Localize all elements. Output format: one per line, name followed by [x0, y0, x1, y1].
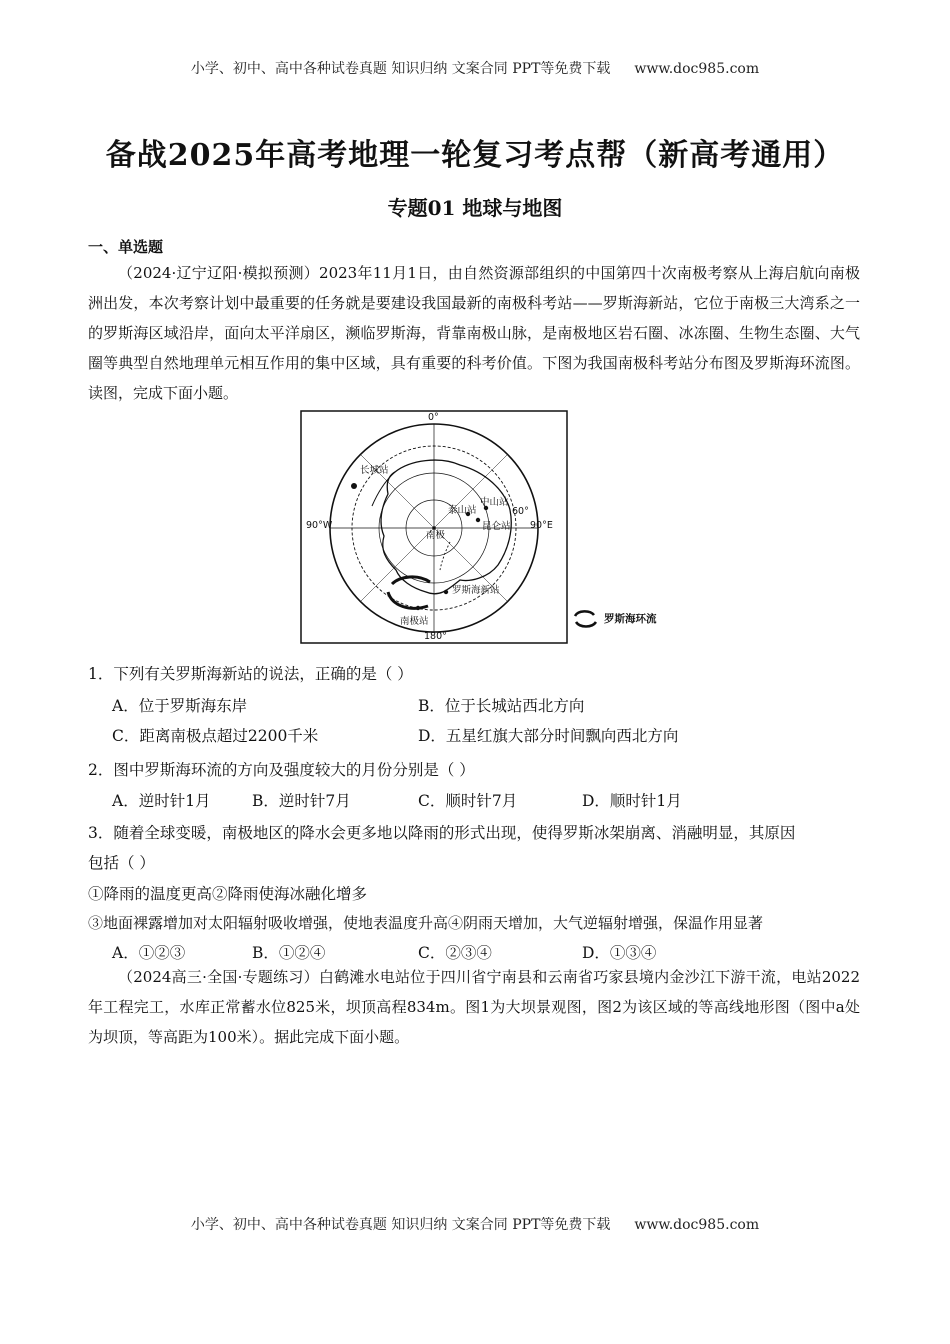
label-lon-top: 0° [428, 412, 439, 423]
label-kunlun: 昆仑站 [482, 521, 511, 532]
q3-items-1-2: ①降雨的温度更高②降雨使海冰融化增多 [88, 885, 368, 903]
label-ross-new: 罗斯海新站 [452, 585, 500, 596]
intro-paragraph-1: （2024·辽宁辽阳·模拟预测）2023年11月1日，由自然资源部组织的中国第四十次南极考察从上海启航向南极洲出发，本次考察计划中最重要的任务就是要建设我国最新的南极科考站——罗斯海新站，它位于南极三大湾系之一的罗斯海区域沿岸，面向太平洋扇区，濒临罗斯海，背靠南极山脉，是南极地区岩石圈、冰冻圈、生物生态圈、大气圈等典型自然地理单元相互作用的集中区域，具有重要的科考价值。下图为我国南极科考站分布图及罗斯海环流图。读图，完成下面小题。 [88, 264, 860, 402]
map-legend [572, 606, 682, 636]
q3-option-a[interactable]: A．①②③ [112, 944, 186, 962]
q3-option-d[interactable]: D．①③④ [582, 944, 657, 962]
label-zhongshan: 中山站 [480, 497, 509, 508]
q1-option-d[interactable]: D．五星红旗大部分时间飘向西北方向 [418, 727, 679, 745]
q2-option-b[interactable]: B．逆时针7月 [252, 792, 351, 810]
q2-option-d[interactable]: D．顺时针1月 [582, 792, 682, 810]
footer-text: 小学、初中、高中各种试卷真题 知识归纳 文案合同 PPT等免费下载 [190, 1217, 611, 1233]
label-lon-right: 90°E [530, 520, 553, 531]
label-lon-bottom: 180° [424, 631, 447, 642]
q1-option-c[interactable]: C．距离南极点超过2200千米 [112, 727, 319, 745]
header-text: 小学、初中、高中各种试卷真题 知识归纳 文案合同 PPT等免费下载 [190, 61, 611, 77]
q1-option-b[interactable]: B．位于长城站西北方向 [418, 697, 585, 715]
page-title: 备战2025年高考地理一轮复习考点帮（新高考通用） [105, 138, 845, 173]
section-heading: 一、单选题 [88, 238, 164, 256]
label-taishan: 泰山站 [448, 505, 477, 516]
intro-paragraph-2: （2024高三·全国·专题练习）白鹤滩水电站位于四川省宁南县和云南省巧家县境内金沙江下游干流，电站2022年工程完工，水库正常蓄水位825米，坝顶高程834m。图1为大坝景观图，图2为该区域的等高线地形图（图中a处为坝顶，等高距为100米）。据此完成下面小题。 [88, 968, 860, 1046]
label-lon-left: 90°W [306, 520, 333, 531]
legend-gyre-icon [572, 608, 602, 630]
map-labels [300, 410, 568, 644]
q3-stem-line1: 3．随着全球变暖，南极地区的降水会更多地以降雨的形式出现，使得罗斯冰架崩离、消融明显，其原因 [88, 824, 796, 842]
q3-option-c[interactable]: C．②③④ [418, 944, 492, 962]
q2-stem: 2．图中罗斯海环流的方向及强度较大的月份分别是（ ） [88, 761, 475, 779]
q3-option-b[interactable]: B．①②④ [252, 944, 326, 962]
q2-option-c[interactable]: C．顺时针7月 [418, 792, 518, 810]
q3-stem-line2: 包括（ ） [88, 854, 155, 872]
q1-option-a[interactable]: A．位于罗斯海东岸 [112, 697, 248, 715]
footer-site[interactable]: www.doc985.com [634, 1217, 760, 1233]
page-footer [0, 1214, 950, 1234]
legend-label: 罗斯海环流 [604, 613, 657, 625]
q2-option-a[interactable]: A．逆时针1月 [112, 792, 211, 810]
page-subtitle: 专题01 地球与地图 [387, 196, 563, 220]
page-header [0, 58, 950, 78]
label-changcheng: 长城站 [360, 465, 389, 476]
q3-items-3-4: ③地面裸露增加对太阳辐射吸收增强，使地表温度升高④阴雨天增加，大气逆辐射增强，保温作用显著 [88, 914, 764, 932]
q1-stem: 1．下列有关罗斯海新站的说法，正确的是（ ） [88, 665, 413, 683]
label-nanji: 南极站 [400, 616, 429, 627]
label-south-pole: 南极 [426, 530, 446, 541]
header-site[interactable]: www.doc985.com [634, 61, 760, 77]
label-lat: 60° [512, 506, 529, 517]
